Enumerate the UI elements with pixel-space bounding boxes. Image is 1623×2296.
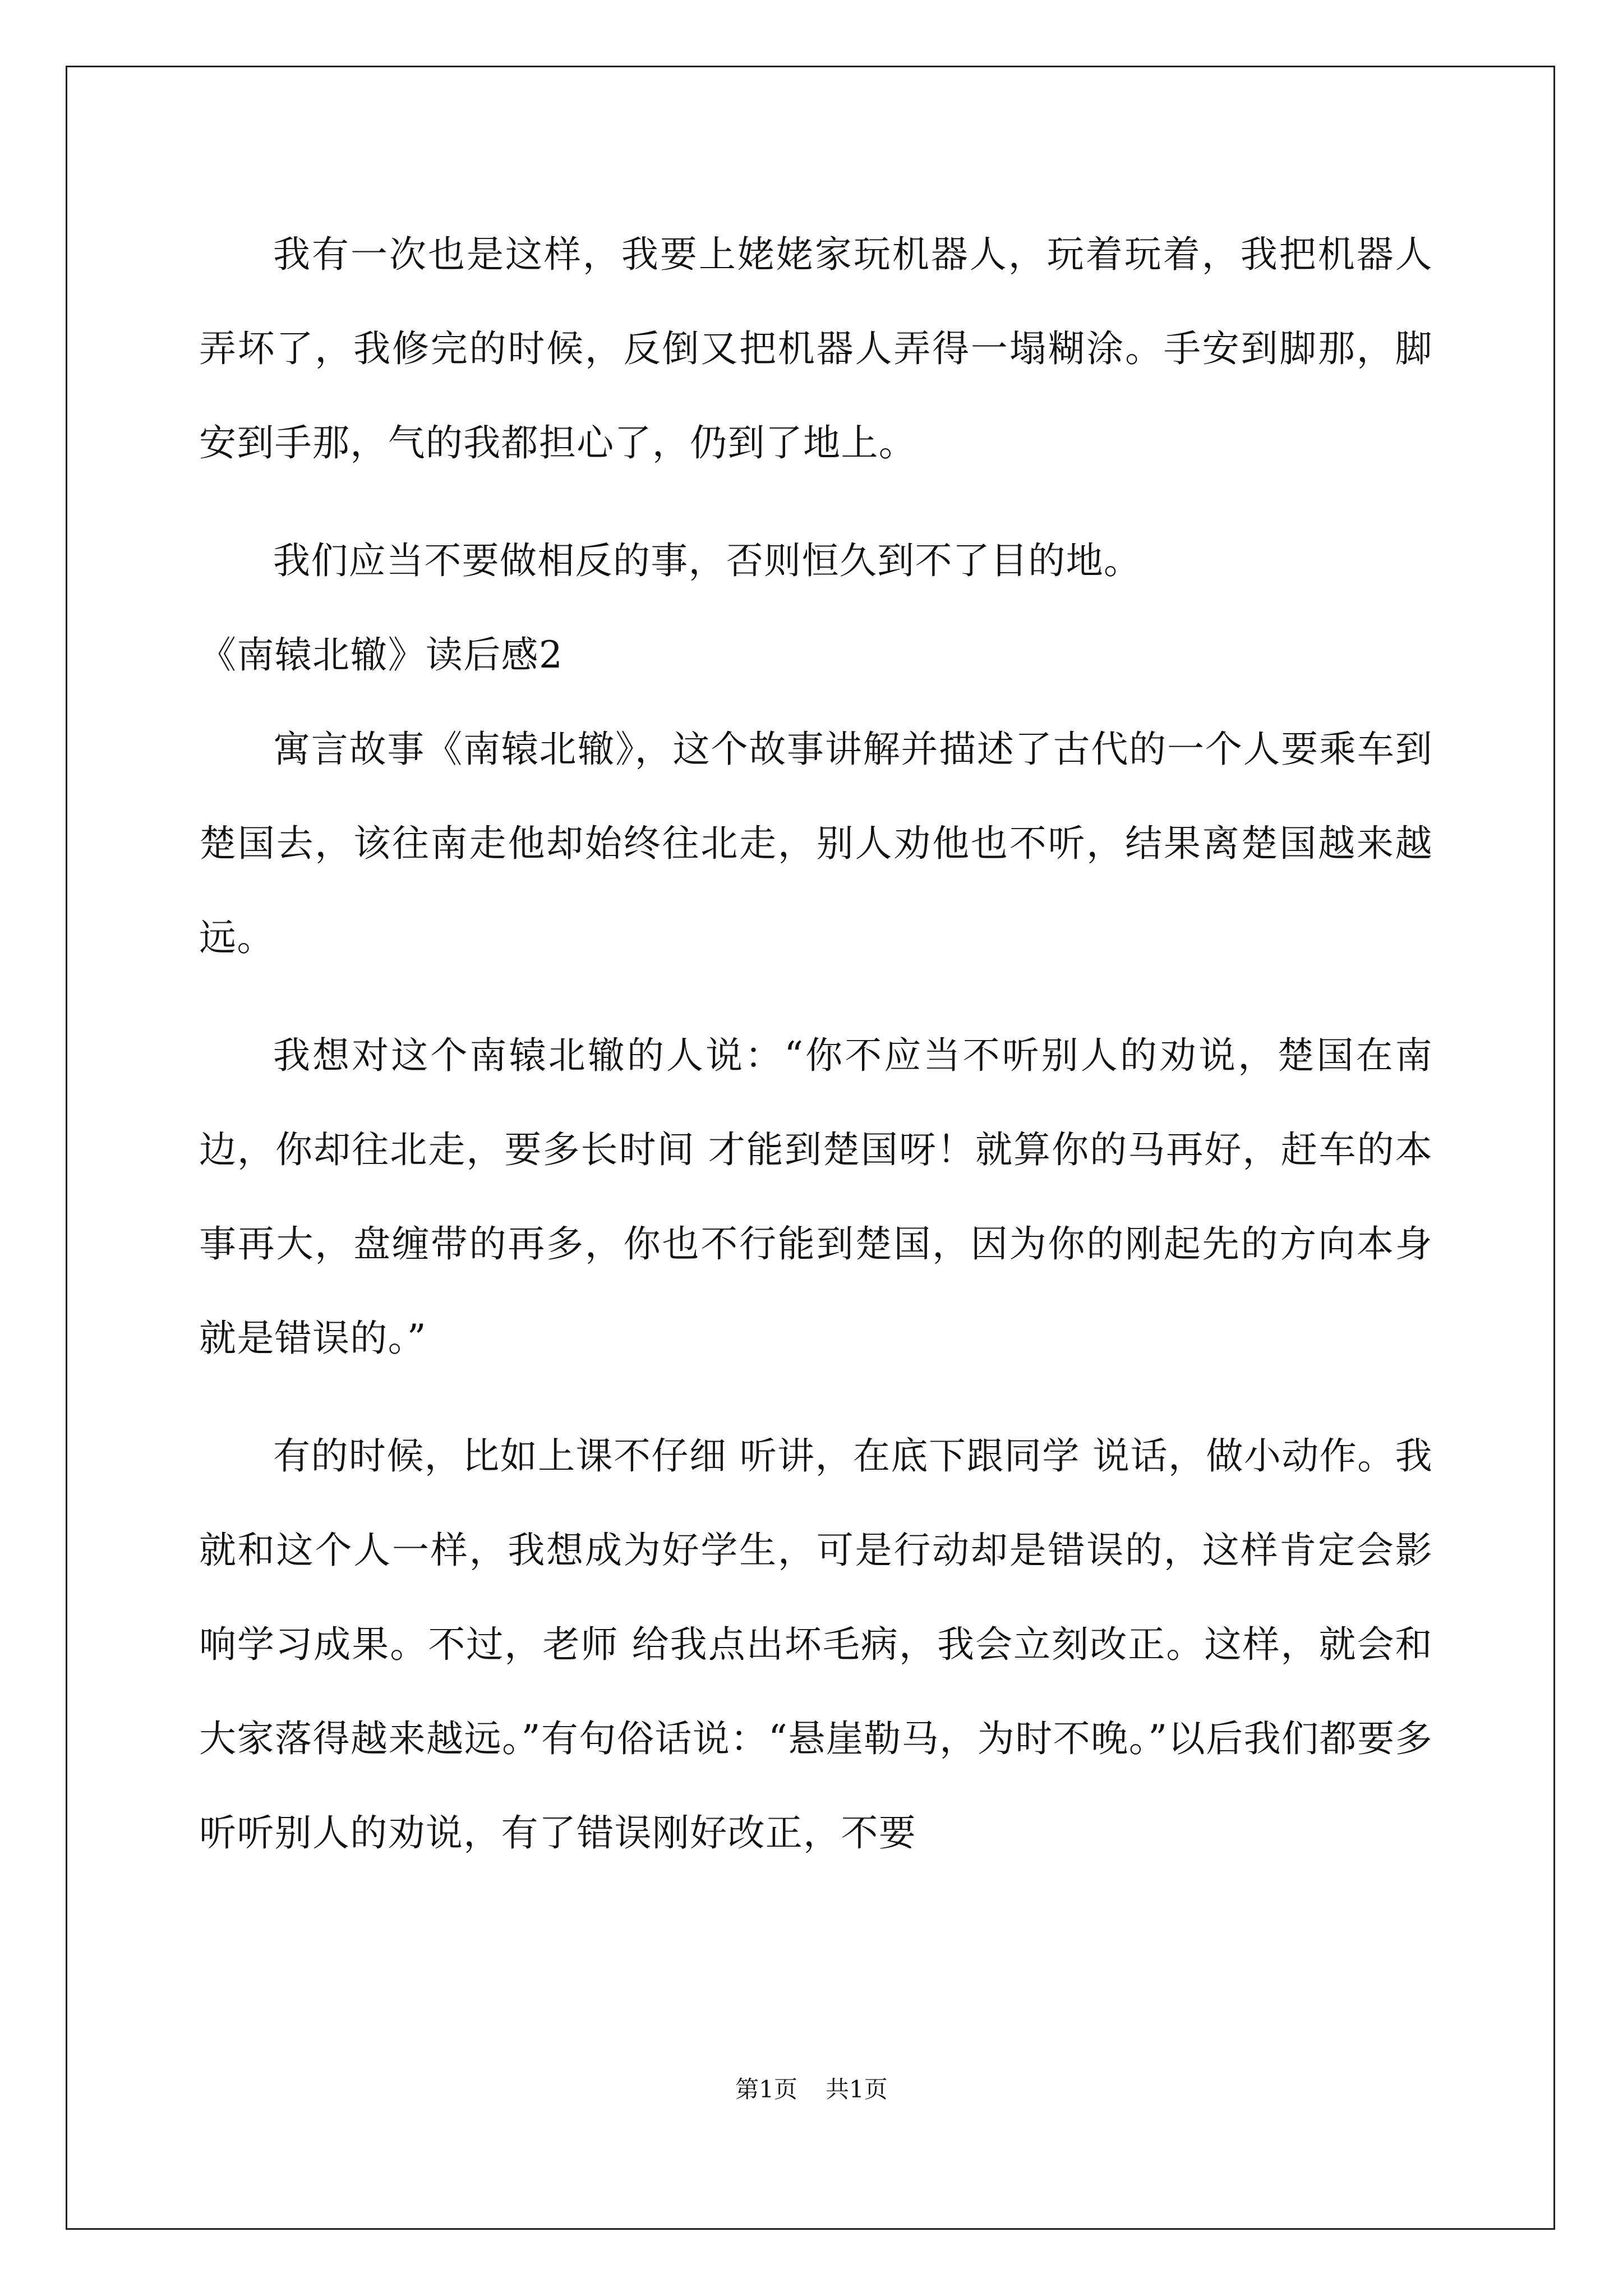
paragraph-2: 我们应当不要做相反的事，否则恒久到不了目的地。: [273, 539, 1142, 582]
document-body: [199, 208, 1433, 1880]
section-heading: 《南辕北辙》读后感2: [199, 633, 564, 677]
page-number-total: 共1页: [826, 2076, 888, 2103]
page-number-current: 第1页: [735, 2076, 797, 2103]
paragraph-5: 有的时候，比如上课不仔细 听讲，在底下跟同学 说话，做小动作。我就和这个人一样，我想成为好学生，可是行动却是错误的，这样肯定会影响学习成果。不过，老师 给我点出坏毛病，我会立刻改正。这样，就会和大家落得越来越远。”有句俗话说：“悬崖勒马，为时不晚。”以后我们都要多听听别人的劝说，有了错误刚好改正，不要: [199, 1434, 1433, 1855]
paragraph-3: 寓言故事《南辕北辙》，这个故事讲解并描述了古代的一个人要乘车到楚国去，该往南走他却始终往北走，别人劝他也不听，结果离楚国越来越远。: [199, 728, 1433, 959]
paragraph-1: 我有一次也是这样，我要上姥姥家玩机器人，玩着玩着，我把机器人弄坏了，我修完的时候，反倒又把机器人弄得一塌糊涂。手安到脚那，脚安到手那，气的我都担心了，仍到了地上。: [199, 233, 1433, 464]
paragraph-4: 我想对这个南辕北辙的人说：“你不应当不听别人的劝说，楚国在南边，你却往北走，要多长时间 才能到楚国呀！就算你的马再好，赶车的本事再大，盘缠带的再多，你也不行能到楚国，因为你的刚起先的方向本身就是错误的。”: [199, 1034, 1433, 1360]
page-footer: [0, 2073, 1623, 2106]
